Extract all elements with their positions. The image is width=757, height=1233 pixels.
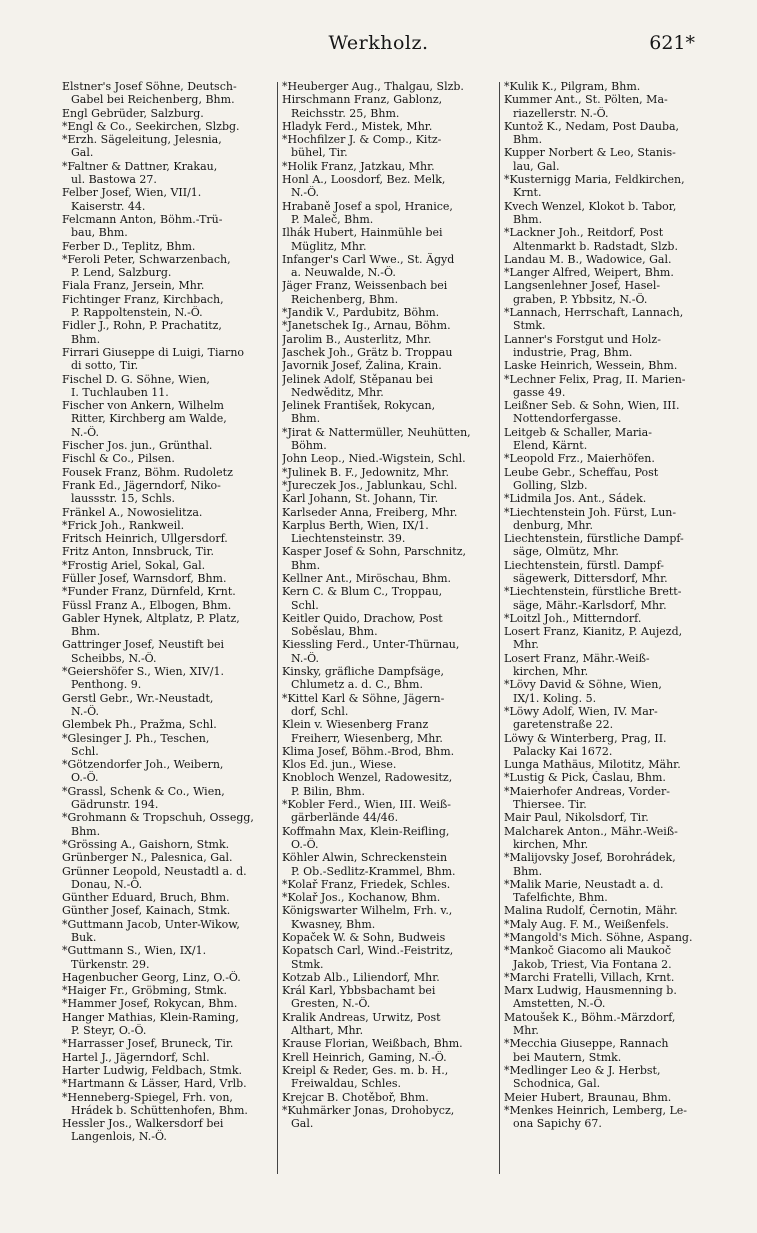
directory-entry-line: *Grössing A., Gaishorn, Stmk. xyxy=(62,837,230,851)
directory-entry-line: Jäger Franz, Weissenbach bei xyxy=(282,279,448,293)
directory-entry-line: Hirschmann Franz, Gablonz, xyxy=(282,93,443,107)
directory-entry-line: Kwasney, Bhm. xyxy=(291,917,376,931)
directory-entry-line: Soběslau, Bhm. xyxy=(291,625,378,639)
directory-entry-line: P. Steyr, O.-Ö. xyxy=(71,1024,147,1038)
directory-entry-line: Scheibbs, N.-Ö. xyxy=(71,651,157,665)
directory-entry-line: N.-Ö. xyxy=(71,704,100,718)
directory-entry-line: Königswarter Wilhelm, Frh. v., xyxy=(282,904,453,918)
directory-entry-line: Müglitz, Mhr. xyxy=(291,239,367,253)
directory-entry-line: Kasper Josef & Sohn, Parschnitz, xyxy=(282,545,467,559)
directory-entry-line: *Lannach, Herrschaft, Lannach, xyxy=(504,306,684,320)
directory-entry-line: Palacky Kai 1672. xyxy=(513,744,613,758)
directory-entry-line: Klima Josef, Böhm.-Brod, Bhm. xyxy=(282,744,455,758)
directory-entry-line: Bhm. xyxy=(291,558,321,572)
directory-entry-line: *Jureczek Jos., Jablunkau, Schl. xyxy=(282,478,458,492)
directory-entry-line: Fiala Franz, Jersein, Mhr. xyxy=(62,279,205,293)
directory-entry-line: Liechtenstein, fürstliche Dampf- xyxy=(504,532,684,546)
directory-entry-line: Hartel J., Jägerndorf, Schl. xyxy=(62,1050,210,1064)
directory-entry-line: *Janetschek Ig., Arnau, Böhm. xyxy=(282,319,451,333)
directory-entry-line: Meier Hubert, Braunau, Bhm. xyxy=(504,1090,672,1104)
directory-entry-line: Kralik Andreas, Urwitz, Post xyxy=(282,1010,441,1024)
directory-entry-line: kirchen, Mhr. xyxy=(513,837,589,851)
directory-entry-line: Matoušek K., Böhm.-Märzdorf, xyxy=(504,1010,676,1024)
directory-entry-line: Langenlois, N.-Ö. xyxy=(71,1130,167,1144)
directory-entry-line: Schl. xyxy=(71,744,99,758)
directory-entry-line: *Lidmila Jos. Ant., Sádek. xyxy=(504,492,647,506)
directory-entry-line: Jarolim B., Austerlitz, Mhr. xyxy=(282,332,432,346)
directory-entry-line: Stmk. xyxy=(291,957,324,971)
directory-entry-line: Gabler Hynek, Altplatz, P. Platz, xyxy=(62,611,240,625)
column-2 xyxy=(282,80,496,1180)
directory-entry-line: *Kittel Karl & Söhne, Jägern- xyxy=(282,691,445,705)
directory-entry-line: Bhm. xyxy=(513,212,543,226)
directory-entry-line: Türkenstr. 29. xyxy=(71,957,150,971)
directory-entry-line: *Frostig Ariel, Sokal, Gal. xyxy=(62,558,206,572)
directory-entry-line: Lanner's Forstgut und Holz- xyxy=(504,332,661,346)
directory-entry-line: Bhm. xyxy=(71,824,101,838)
directory-entry-line: Gabel bei Reichenberg, Bhm. xyxy=(71,93,235,107)
directory-entry-line: Krnt. xyxy=(513,186,542,200)
directory-entry-line: Bhm. xyxy=(71,625,101,639)
directory-entry-line: *Frick Joh., Rankweil. xyxy=(62,518,185,532)
directory-entry-line: *Mankoč Giacomo ali Maukoč xyxy=(504,944,671,958)
directory-entry-line: Gal. xyxy=(291,1117,314,1131)
directory-entry-line: Fischer von Ankern, Wilhelm xyxy=(62,399,224,413)
directory-entry-line: Hrádek b. Schüttenhofen, Bhm. xyxy=(71,1103,248,1117)
directory-entry-line: Fidler J., Rohn, P. Prachatitz, xyxy=(62,319,222,333)
column-1 xyxy=(62,80,274,1180)
directory-entry-line: Felcmann Anton, Böhm.-Trü- xyxy=(62,212,223,226)
directory-entry-line: Nottendorfergasse. xyxy=(513,412,622,426)
directory-entry-line: *Mangold's Mich. Söhne, Aspang. xyxy=(504,931,693,944)
directory-entry-line: Elstner's Josef Söhne, Deutsch- xyxy=(62,80,237,93)
directory-entry-line: Thiersee. Tir. xyxy=(513,798,587,812)
directory-columns xyxy=(62,80,727,1190)
directory-entry-line: Honl A., Loosdorf, Bez. Melk, xyxy=(282,173,446,187)
directory-entry-line: *Julinek B. F., Jedownitz, Mhr. xyxy=(282,465,449,479)
directory-entry-line: Fritz Anton, Innsbruck, Tir. xyxy=(62,545,215,559)
directory-entry-line: Grünberger N., Palesnica, Gal. xyxy=(62,851,233,865)
directory-entry-line: *Jirat & Nattermüller, Neuhütten, xyxy=(282,425,471,439)
directory-entry-line: Kummer Ant., St. Pölten, Ma- xyxy=(504,93,668,107)
directory-entry-line: säge, Mähr.-Karlsdorf, Mhr. xyxy=(513,598,667,612)
directory-entry-line: P. Ob.-Sedlitz-Krammel, Bhm. xyxy=(291,864,456,878)
directory-entry-line: Kuntož K., Nedam, Post Dauba, xyxy=(504,119,680,133)
directory-entry-line: *Marchi Fratelli, Villach, Krnt. xyxy=(504,970,675,984)
directory-entry-line: Mhr. xyxy=(513,638,539,652)
directory-entry-line: Donau, N.-Ö. xyxy=(71,877,143,891)
directory-entry-line: Hrabaně Josef a spol, Hranice, xyxy=(282,199,453,213)
directory-entry-line: riazellerstr. N.-Ö. xyxy=(513,106,609,120)
directory-entry-line: Marx Ludwig, Hausmenning b. xyxy=(504,984,677,998)
directory-entry-line: Fritsch Heinrich, Ullgersdorf. xyxy=(62,532,228,546)
directory-entry-line: Kopatsch Carl, Wind.-Feistritz, xyxy=(282,944,454,958)
directory-entry-line: Karplus Berth, Wien, IX/1. xyxy=(282,518,429,532)
directory-entry-line: *Langer Alfred, Weipert, Bhm. xyxy=(504,266,674,280)
directory-entry-line: Krell Heinrich, Gaming, N.-Ö. xyxy=(282,1050,447,1064)
directory-entry-line: Hladyk Ferd., Mistek, Mhr. xyxy=(282,119,433,133)
directory-entry-line: Firrari Giuseppe di Luigi, Tiarno xyxy=(62,345,245,359)
directory-entry-line: Malina Rudolf, Černotin, Mähr. xyxy=(504,904,678,918)
column-3 xyxy=(504,80,726,1180)
directory-entry-line: Krejcar B. Chotěboř, Bhm. xyxy=(282,1090,429,1104)
directory-entry-line: *Henneberg-Spiegel, Frh. von, xyxy=(62,1090,233,1104)
directory-entry-line: ul. Bastowa 27. xyxy=(71,173,157,187)
directory-entry-line: John Leop., Nied.-Wigstein, Schl. xyxy=(282,452,466,466)
directory-entry-line: Grünner Leopold, Neustadtl a. d. xyxy=(62,864,247,878)
directory-entry-line: Bhm. xyxy=(513,864,543,878)
directory-entry-line: Elend, Kärnt. xyxy=(513,439,588,453)
directory-entry-line: *Malik Marie, Neustadt a. d. xyxy=(504,877,664,891)
directory-entry-line: Fischl & Co., Pilsen. xyxy=(62,452,175,466)
directory-entry-line: *Maierhofer Andreas, Vorder- xyxy=(504,784,671,798)
directory-entry-line: Köhler Alwin, Schreckenstein xyxy=(282,851,448,865)
directory-entry-line: Gal. xyxy=(71,146,94,160)
directory-entry-line: gärberlände 44/46. xyxy=(291,811,399,825)
directory-entry-line: Losert Franz, Kianitz, P. Aujezd, xyxy=(504,625,683,639)
directory-entry-line: Kiessling Ferd., Unter-Thürnau, xyxy=(282,638,460,652)
directory-entry-line: *Kolař Franz, Friedek, Schles. xyxy=(282,877,451,891)
directory-entry-line: Bhm. xyxy=(71,332,101,346)
directory-entry-line: Schl. xyxy=(291,598,319,612)
directory-entry-line: Fischer Jos. jun., Grünthal. xyxy=(62,439,213,453)
directory-entry-line: bei Mautern, Stmk. xyxy=(513,1050,622,1064)
directory-entry-line: Ferber D., Teplitz, Bhm. xyxy=(62,239,196,253)
directory-entry-line: Engl Gebrüder, Salzburg. xyxy=(62,106,204,120)
directory-entry-line: Gädrunstr. 194. xyxy=(71,798,159,812)
directory-entry-line: Althart, Mhr. xyxy=(291,1024,364,1038)
directory-entry-line: Král Karl, Ybbsbachamt bei xyxy=(282,984,436,998)
directory-entry-line: *Götzendorfer Joh., Weibern, xyxy=(62,758,224,772)
directory-entry-line: ona Sapichy 67. xyxy=(513,1117,602,1131)
directory-entry-line: Kopaček W. & Sohn, Budweis xyxy=(282,931,446,944)
directory-entry-line: Felber Josef, Wien, VII/1. xyxy=(62,186,202,200)
directory-entry-line: Fischel D. G. Söhne, Wien, xyxy=(62,372,210,386)
directory-entry-line: *Leopold Frz., Maierhöfen. xyxy=(504,452,655,466)
directory-entry-line: Laske Heinrich, Wessein, Bhm. xyxy=(504,359,678,373)
directory-entry-line: Tafelfichte, Bhm. xyxy=(513,891,608,905)
directory-entry-line: Leube Gebr., Scheffau, Post xyxy=(504,465,659,479)
directory-entry-line: *Jandik V., Pardubitz, Böhm. xyxy=(282,306,440,320)
directory-entry-line: *Mecchia Giuseppe, Rannach xyxy=(504,1037,669,1051)
directory-entry-line: *Erzh. Sägeleitung, Jelesnia, xyxy=(62,133,222,147)
directory-entry-line: Karlseder Anna, Freiberg, Mhr. xyxy=(282,505,458,519)
directory-entry-line: a. Neuwalde, N.-Ö. xyxy=(291,266,396,280)
directory-entry-line: Koffmahn Max, Klein-Reifling, xyxy=(282,824,450,838)
directory-entry-line: O.-Ö. xyxy=(71,771,99,785)
directory-entry-line: *Kusternigg Maria, Feldkirchen, xyxy=(504,173,685,187)
directory-entry-line: lau, Gal. xyxy=(513,159,560,173)
directory-entry-line: Malcharek Anton., Mähr.-Weiß- xyxy=(504,824,678,838)
directory-entry-line: Leißner Seb. & Sohn, Wien, III. xyxy=(504,399,680,413)
directory-entry-line: *Lövy David & Söhne, Wien, xyxy=(504,678,662,692)
directory-entry-line: Buk. xyxy=(71,931,97,944)
directory-entry-line: Gresten, N.-Ö. xyxy=(291,997,371,1011)
directory-entry-line: Leitgeb & Schaller, Maria- xyxy=(504,425,652,439)
directory-entry-line: *Menkes Heinrich, Lemberg, Le- xyxy=(504,1103,688,1117)
directory-entry-line: Fränkel A., Nowosielitza. xyxy=(62,505,203,519)
directory-entry-line: Bhm. xyxy=(291,412,321,426)
directory-entry-line: IX/1. Koling. 5. xyxy=(513,691,597,705)
directory-entry-line: Kotzab Alb., Liliendorf, Mhr. xyxy=(282,970,440,984)
directory-entry-line: Reichsstr. 25, Bhm. xyxy=(291,106,400,120)
directory-entry-line: Füssl Franz A., Elbogen, Bhm. xyxy=(62,598,232,612)
directory-entry-line: *Grassl, Schenk & Co., Wien, xyxy=(62,784,225,798)
directory-entry-line: Altenmarkt b. Radstadt, Slzb. xyxy=(513,239,678,253)
directory-entry-line: *Holik Franz, Jatzkau, Mhr. xyxy=(282,159,435,173)
directory-entry-line: Keitler Quido, Drachow, Post xyxy=(282,611,443,625)
directory-entry-line: bau, Bhm. xyxy=(71,226,128,240)
directory-entry-line: Lunga Mathäus, Milotitz, Mähr. xyxy=(504,758,681,772)
directory-entry-line: *Geiershöfer S., Wien, XIV/1. xyxy=(62,665,224,679)
directory-entry-line: denburg, Mhr. xyxy=(513,518,593,532)
directory-entry-line: Glembek Ph., Pražma, Schl. xyxy=(62,718,217,732)
directory-entry-line: I. Tuchlauben 11. xyxy=(71,385,169,399)
directory-entry-line: Kinsky, gräfliche Dampfsäge, xyxy=(282,665,445,679)
directory-entry-line: O.-Ö. xyxy=(291,837,319,851)
column-divider xyxy=(277,82,278,1174)
directory-entry-line: industrie, Prag, Bhm. xyxy=(513,345,633,359)
directory-entry-line: Kern C. & Blum C., Troppau, xyxy=(282,585,443,599)
directory-entry-line: Karl Johann, St. Johann, Tir. xyxy=(282,492,439,506)
directory-entry-line: dorf, Schl. xyxy=(291,704,349,718)
directory-entry-line: *Kulik K., Pilgram, Bhm. xyxy=(504,80,641,93)
directory-entry-line: *Lustig & Pick, Časlau, Bhm. xyxy=(504,771,666,785)
directory-entry-line: Gattringer Josef, Neustift bei xyxy=(62,638,225,652)
directory-entry-line: Chlumetz a. d. C., Bhm. xyxy=(291,678,423,692)
directory-entry-line: Klos Ed. jun., Wiese. xyxy=(282,758,397,772)
page-number: 621* xyxy=(649,32,695,54)
directory-entry-line: Gerstl Gebr., Wr.-Neustadt, xyxy=(62,691,214,705)
directory-entry-line: *Grohmann & Tropschuh, Ossegg, xyxy=(62,811,254,825)
directory-entry-line: Schodnica, Gal. xyxy=(513,1077,601,1091)
directory-entry-line: Kreipl & Reder, Ges. m. b. H., xyxy=(282,1063,449,1077)
column-divider xyxy=(499,82,500,1174)
directory-entry-line: *Liechtenstein, fürstliche Brett- xyxy=(504,585,682,599)
directory-entry-line: Böhm. xyxy=(291,439,327,453)
directory-entry-line: laussstr. 15, Schls. xyxy=(71,492,175,506)
directory-entry-line: *Harrasser Josef, Bruneck, Tir. xyxy=(62,1037,234,1051)
directory-entry-line: kirchen, Mhr. xyxy=(513,665,589,679)
directory-entry-line: Günther Eduard, Bruch, Bhm. xyxy=(62,891,230,905)
directory-entry-line: Reichenberg, Bhm. xyxy=(291,292,399,306)
directory-entry-line: Infanger's Carl Wwe., St. Ägyd xyxy=(282,252,455,266)
directory-entry-line: Kaiserstr. 44. xyxy=(71,199,146,213)
directory-entry-line: Jakob, Triest, Via Fontana 2. xyxy=(513,957,672,971)
directory-entry-line: N.-Ö. xyxy=(291,186,320,200)
directory-entry-line: *Medlinger Leo & J. Herbst, xyxy=(504,1063,661,1077)
directory-entry-line: Golling, Slzb. xyxy=(513,478,588,492)
directory-entry-line: *Malijovsky Josef, Borohrádek, xyxy=(504,851,676,865)
directory-entry-line: Bhm. xyxy=(513,133,543,147)
directory-entry-line: Liechtensteinstr. 39. xyxy=(291,532,406,546)
directory-entry-line: N.-Ö. xyxy=(71,425,100,439)
directory-entry-line: Knobloch Wenzel, Radowesitz, xyxy=(282,771,453,785)
directory-entry-line: *Faltner & Dattner, Krakau, xyxy=(62,159,218,173)
directory-entry-line: *Guttmann S., Wien, IX/1. xyxy=(62,944,207,958)
directory-entry-line: P. Lend, Salzburg. xyxy=(71,266,172,280)
directory-entry-line: *Guttmann Jacob, Unter-Wikow, xyxy=(62,917,240,931)
directory-entry-line: Hagenbucher Georg, Linz, O.-Ö. xyxy=(62,970,241,984)
page-title: Werkholz. xyxy=(328,32,429,54)
directory-entry-line: sägewerk, Dittersdorf, Mhr. xyxy=(513,571,668,585)
directory-entry-line: graben, P. Ybbsitz, N.-Ö. xyxy=(513,292,648,306)
directory-entry-line: Harter Ludwig, Feldbach, Stmk. xyxy=(62,1063,242,1077)
directory-entry-line: *Funder Franz, Dürnfeld, Krnt. xyxy=(62,585,236,599)
directory-entry-line: Liechtenstein, fürstl. Dampf- xyxy=(504,558,664,572)
directory-entry-line: Ritter, Kirchberg am Walde, xyxy=(71,412,227,426)
directory-entry-line: garetenstraße 22. xyxy=(513,718,614,732)
directory-entry-line: N.-Ö. xyxy=(291,651,320,665)
directory-entry-line: Günther Josef, Kainach, Stmk. xyxy=(62,904,231,918)
directory-entry-line: *Feroli Peter, Schwarzenbach, xyxy=(62,252,231,266)
directory-entry-line: gasse 49. xyxy=(513,385,566,399)
directory-entry-line: Kellner Ant., Miröschau, Bhm. xyxy=(282,571,452,585)
directory-entry-line: *Kuhmärker Jonas, Drohobycz, xyxy=(282,1103,455,1117)
directory-entry-line: Penthong. 9. xyxy=(71,678,142,692)
directory-entry-line: Nedwěditz, Mhr. xyxy=(291,385,384,399)
directory-entry-line: Langsenlehner Josef, Hasel- xyxy=(504,279,661,293)
directory-entry-line: säge, Olmütz, Mhr. xyxy=(513,545,619,559)
directory-entry-line: Fichtinger Franz, Kirchbach, xyxy=(62,292,224,306)
directory-entry-line: P. Rappoltenstein, N.-Ö. xyxy=(71,306,203,320)
page-header xyxy=(0,32,757,60)
directory-entry-line: *Maly Aug. F. M., Weißenfels. xyxy=(504,917,669,931)
directory-entry-line: Freiherr, Wiesenberg, Mhr. xyxy=(291,731,443,745)
directory-entry-line: *Liechtenstein Joh. Fürst, Lun- xyxy=(504,505,677,519)
directory-entry-line: Jelinek Adolf, Stěpanau bei xyxy=(282,372,433,386)
directory-entry-line: Kvech Wenzel, Klokot b. Tabor, xyxy=(504,199,677,213)
directory-entry-line: Freiwaldau, Schles. xyxy=(291,1077,402,1091)
directory-entry-line: *Heuberger Aug., Thalgau, Slzb. xyxy=(282,80,464,93)
directory-entry-line: *Lechner Felix, Prag, II. Marien- xyxy=(504,372,686,386)
directory-entry-line: *Loitzl Joh., Mitterndorf. xyxy=(504,611,642,625)
directory-entry-line: Füller Josef, Warnsdorf, Bhm. xyxy=(62,571,227,585)
directory-entry-line: P. Bilin, Bhm. xyxy=(291,784,365,798)
directory-entry-line: Losert Franz, Mähr.-Weiß- xyxy=(504,651,650,665)
directory-entry-line: Hessler Jos., Walkersdorf bei xyxy=(62,1117,224,1131)
directory-entry-line: *Engl & Co., Seekirchen, Slzbg. xyxy=(62,119,240,133)
directory-entry-line: Ilhák Hubert, Hainmühle bei xyxy=(282,226,443,240)
directory-entry-line: Jelinek František, Rokycan, xyxy=(282,399,436,413)
directory-entry-line: P. Maleč, Bhm. xyxy=(291,212,374,226)
directory-entry-line: di sotto, Tir. xyxy=(71,359,139,373)
directory-entry-line: bühel, Tir. xyxy=(291,146,348,160)
directory-entry-line: Kupper Norbert & Leo, Stanis- xyxy=(504,146,676,160)
directory-entry-line: Stmk. xyxy=(513,319,546,333)
directory-entry-line: Jaschek Joh., Grätz b. Troppau xyxy=(282,345,453,359)
directory-entry-line: Löwy & Winterberg, Prag, II. xyxy=(504,731,667,745)
directory-entry-line: *Kolař Jos., Kochanow, Bhm. xyxy=(282,891,441,905)
directory-entry-line: *Glesinger J. Ph., Teschen, xyxy=(62,731,210,745)
directory-entry-line: *Hochfilzer J. & Comp., Kitz- xyxy=(282,133,442,147)
directory-entry-line: Mair Paul, Nikolsdorf, Tir. xyxy=(504,811,649,825)
directory-entry-line: Fousek Franz, Böhm. Rudoletz xyxy=(62,465,233,479)
directory-entry-line: Amstetten, N.-Ö. xyxy=(513,997,606,1011)
directory-entry-line: *Haiger Fr., Gröbming, Stmk. xyxy=(62,984,227,998)
directory-entry-line: Javornik Josef, Žalina, Krain. xyxy=(282,359,442,373)
directory-entry-line: Krause Florian, Weißbach, Bhm. xyxy=(282,1037,463,1051)
directory-entry-line: *Kobler Ferd., Wien, III. Weiß- xyxy=(282,798,451,812)
directory-entry-line: Hanger Mathias, Klein-Raming, xyxy=(62,1010,239,1024)
directory-entry-line: *Löwy Adolf, Wien, IV. Mar- xyxy=(504,704,658,718)
directory-entry-line: *Hammer Josef, Rokycan, Bhm. xyxy=(62,997,238,1011)
directory-entry-line: Frank Ed., Jägerndorf, Niko- xyxy=(62,478,221,492)
directory-entry-line: *Lackner Joh., Reitdorf, Post xyxy=(504,226,664,240)
directory-entry-line: Landau M. B., Wadowice, Gal. xyxy=(504,252,672,266)
directory-entry-line: Klein v. Wiesenberg Franz xyxy=(282,718,429,732)
directory-entry-line: *Hartmann & Lässer, Hard, Vrlb. xyxy=(62,1077,247,1091)
directory-entry-line: Mhr. xyxy=(513,1024,539,1038)
